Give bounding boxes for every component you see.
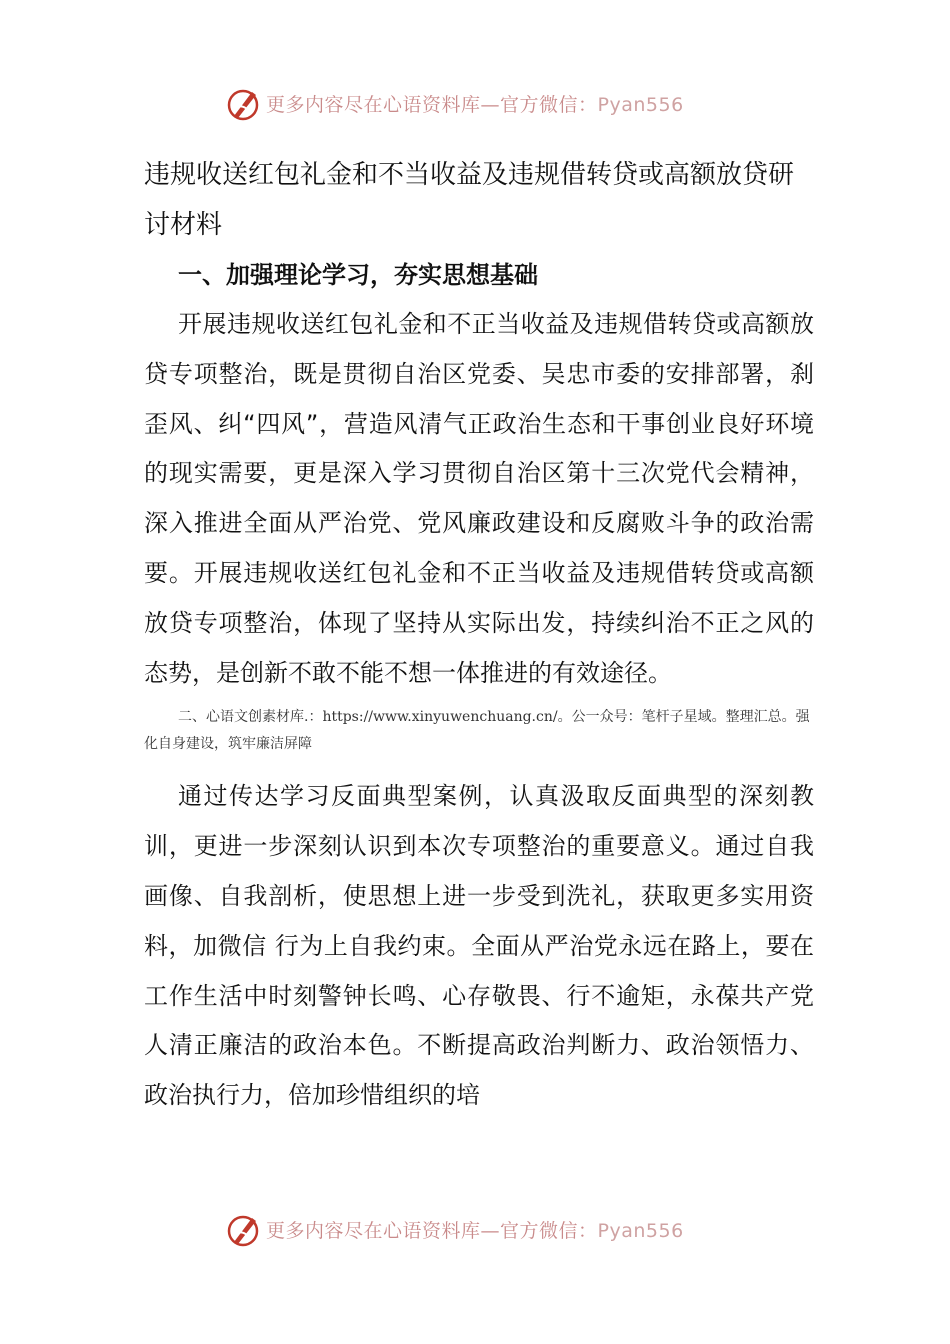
pen-logo-icon: [226, 86, 262, 122]
section-heading-1: 一、加强理论学习，夯实思想基础: [178, 261, 538, 289]
document-body: [144, 150, 814, 1121]
header-banner: [0, 84, 950, 124]
paragraph-2: 通过传达学习反面典型案例，认真汲取反面典型的深刻教训，更进一步深刻认识到本次专项整治的重要意义。通过自我画像、自我剖析，使思想上进一步受到洗礼，获取更多实用资料，加微信 行为上自我约束。全面从严治党永远在路上，要在工作生活中时刻警钟长鸣、心存敬畏、行不逾矩，永葆共产党人清正廉洁的政治本色。不断提高政治判断力、政治领悟力、政治执行力，倍加珍惜组织的培: [144, 782, 814, 1110]
banner-account: Pyan556: [597, 94, 684, 116]
paragraph-1: 开展违规收送红包礼金和不正当收益及违规借转贷或高额放贷专项整治，既是贯彻自治区党委、吴忠市委的安排部署，刹歪风、纠“四风”，营造风清气正政治生态和干事创业良好环境的现实需要，更是深入学习贯彻自治区第十三次党代会精神，深入推进全面从严治党、党风廉政建设和反腐败斗争的政治需要。开展违规收送红包礼金和不正当收益及违规借转贷或高额放贷专项整治，体现了坚持从实际出发，持续纠治不正之风的态势，是创新不敢不能不想一体推进的有效途径。: [144, 310, 814, 687]
footer-banner: [0, 1210, 950, 1250]
banner-text: 更多内容尽在心语资料库—官方微信：Pyan556: [266, 1220, 684, 1242]
banner-text: 更多内容尽在心语资料库—官方微信：Pyan556: [266, 94, 684, 116]
document-title: 违规收送红包礼金和不当收益及违规借转贷或高额放贷研讨材料: [144, 160, 795, 240]
pen-logo-icon: [226, 1212, 262, 1248]
banner-account: Pyan556: [597, 1220, 684, 1242]
watermark-note: 二、心语文创素材库.：https://www.xinyuwenchuang.cn/。公一众号：笔杆子星域。整理汇总。强化自身建设，筑牢廉洁屏障: [144, 709, 810, 753]
